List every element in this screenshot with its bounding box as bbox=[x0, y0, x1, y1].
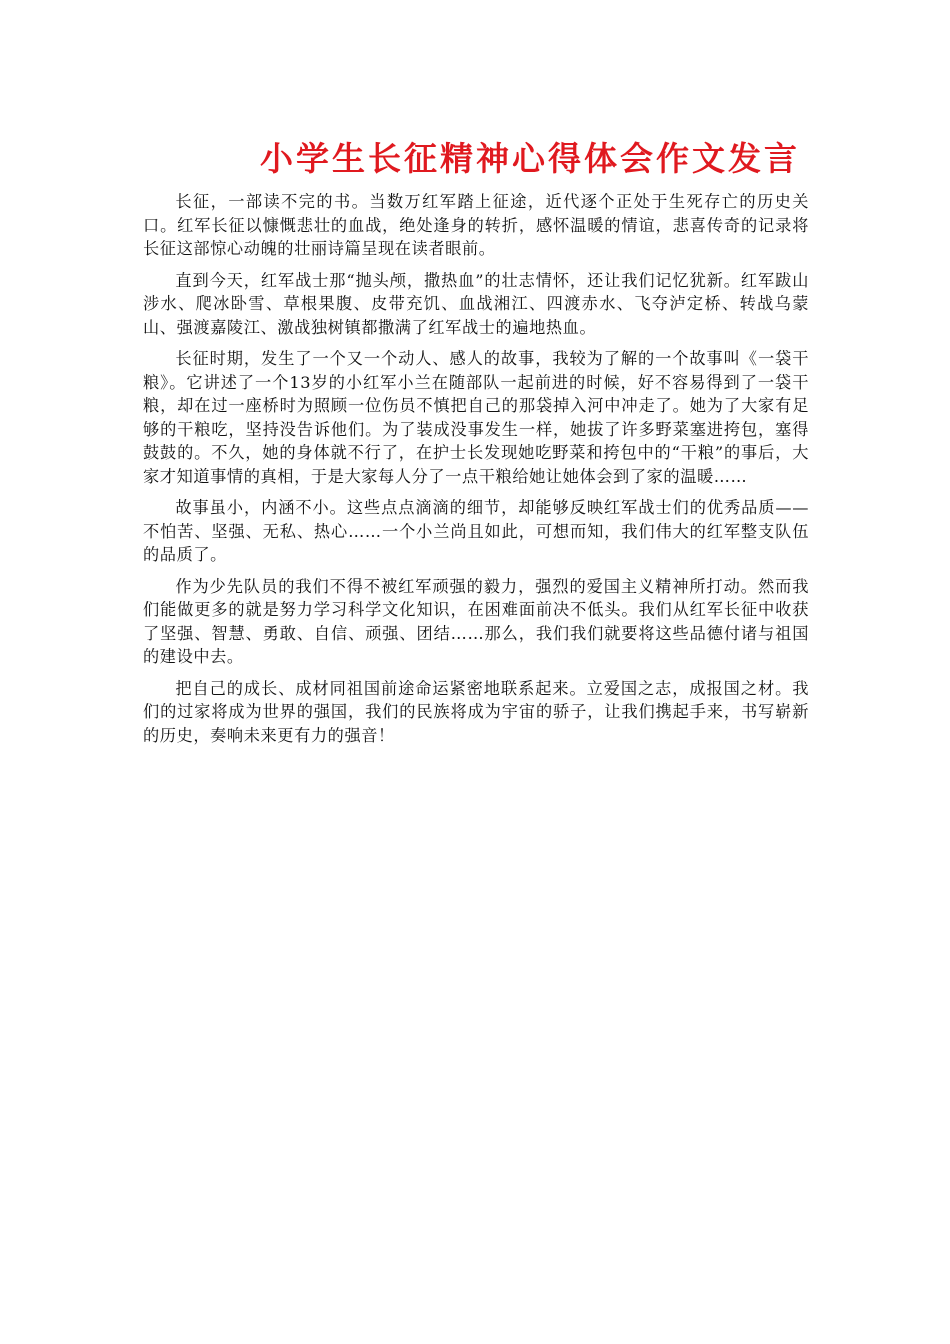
paragraph-3: 长征时期，发生了一个又一个动人、感人的故事，我较为了解的一个故事叫《一袋干粮》。它讲述了一个13岁的小红军小兰在随部队一起前进的时候，好不容易得到了一袋干粮，却在过一座桥时为照顾一位伤员不慎把自己的那袋掉入河中冲走了。她为了大家有足够的干粮吃，坚持没告诉他们。为了装成没事发生一样，她拔了许多野菜塞进挎包，塞得鼓鼓的。不久，她的身体就不行了，在护士长发现她吃野菜和挎包中的“干粮”的事后，大家才知道事情的真相，于是大家每人分了一点干粮给她让她体会到了家的温暖…… bbox=[143, 349, 809, 486]
paragraph-1: 长征，一部读不完的书。当数万红军踏上征途，近代逐个正处于生死存亡的历史关口。红军长征以慷慨悲壮的血战，绝处逢身的转折，感怀温暖的情谊，悲喜传奇的记录将长征这部惊心动魄的壮丽诗篇呈现在读者眼前。 bbox=[143, 192, 809, 258]
article-body bbox=[143, 190, 809, 755]
paragraph-6: 把自己的成长、成材同祖国前途命运紧密地联系起来。立爱国之志，成报国之材。我们的过家将成为世界的强国，我们的民族将成为宇宙的骄子，让我们携起手来，书写崭新的历史，奏响未来更有力的强音！ bbox=[143, 678, 809, 745]
paragraph-4: 故事虽小，内涵不小。这些点点滴滴的细节，却能够反映红军战士们的优秀品质——不怕苦、坚强、无私、热心……一个小兰尚且如此，可想而知，我们伟大的红军整支队伍的品质了。 bbox=[143, 498, 809, 564]
paragraph-2: 直到今天，红军战士那“抛头颅，撒热血”的壮志情怀，还让我们记忆犹新。红军跋山涉水、爬冰卧雪、草根果腹、皮带充饥、血战湘江、四渡赤水、飞夺泸定桥、转战乌蒙山、强渡嘉陵江、激战独树镇都撒满了红军战士的遍地热血。 bbox=[143, 270, 809, 337]
page-title: 小学生长征精神心得体会作文发言 bbox=[260, 139, 800, 178]
paragraph-5: 作为少先队员的我们不得不被红军顽强的毅力，强烈的爱国主义精神所打动。然而我们能做更多的就是努力学习科学文化知识，在困难面前决不低头。我们从红军长征中收获了坚强、智慧、勇敢、自信、顽强、团结……那么，我们我们就要将这些品德付诸与祖国的建设中去。 bbox=[143, 576, 809, 666]
